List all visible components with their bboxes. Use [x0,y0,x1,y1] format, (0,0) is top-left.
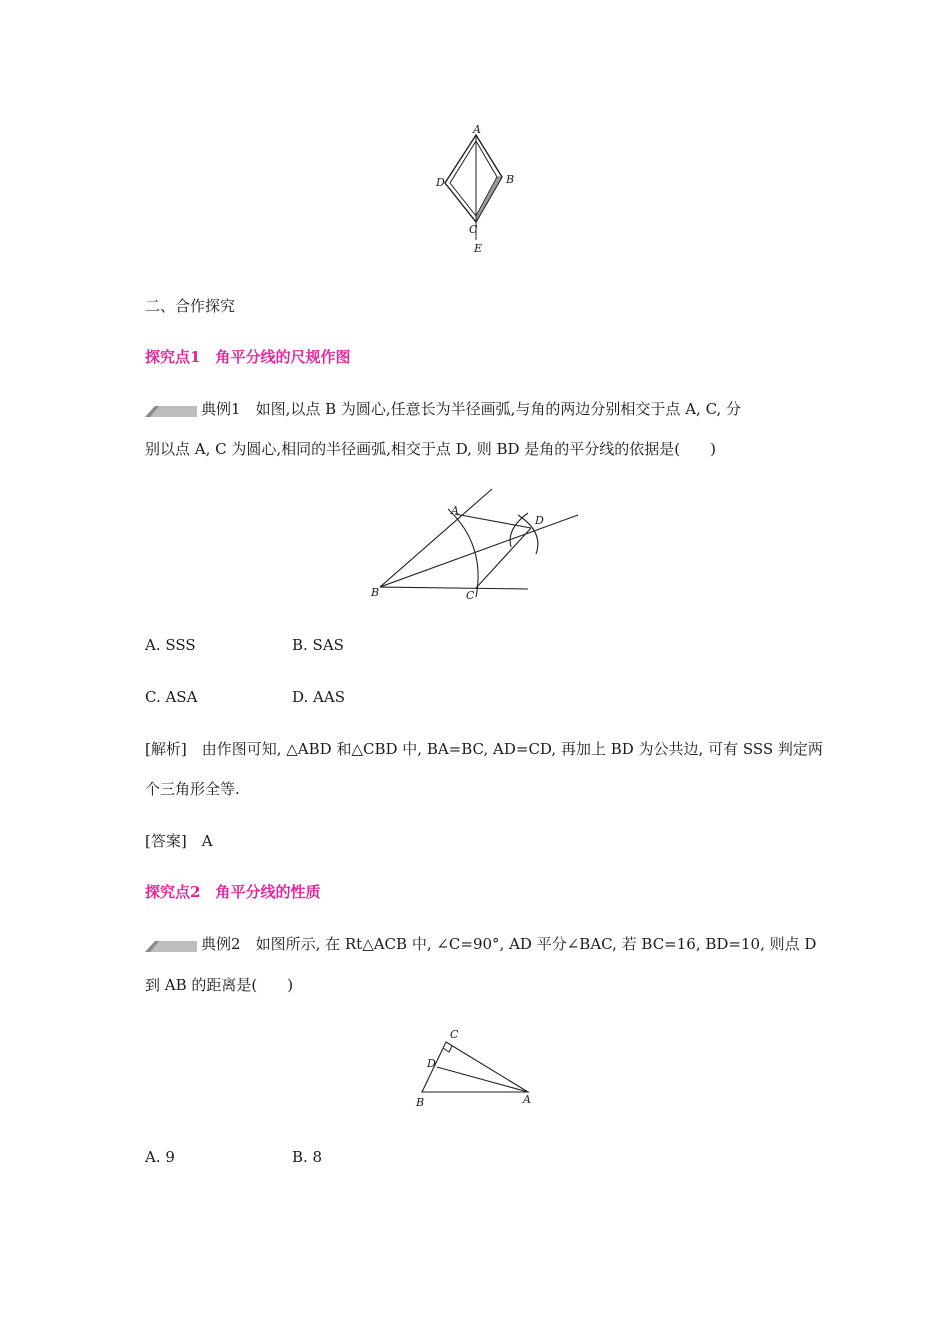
label-B: B [371,586,380,599]
example1-tag: 典例1 [201,400,241,418]
option-2B: B. 8 [292,1148,323,1166]
example2-text-line1: 如图所示, 在 Rt△ACB 中, ∠C=90°, AD 平分∠BAC, 若 BC=16, BD=10, 则点 D [255,935,817,953]
kite-figure [425,122,525,257]
label-A: A [523,1093,531,1106]
analysis-text-line1: 由作图可知, △ABD 和△CBD 中, BA=BC, AD=CD, 再加上 BD 为公共边, 可有 SSS 判定两 [201,740,823,758]
option-1A: A. SSS [145,636,196,654]
example1-text-line1: 如图,以点 B 为圆心,任意长为半径画弧,与角的两边分别相交于点 A, C, 分 [255,400,742,418]
label-E: E [474,242,483,255]
section-title: 二、合作探究 [145,297,236,315]
explore1-title: 探究点1 角平分线的尺规作图 [145,348,351,366]
analysis-line1 [145,739,823,759]
example2-tag: 典例2 [201,935,241,953]
label-A: A [451,504,459,517]
label-B: B [416,1096,425,1109]
example1-text-line2: 别以点 A, C 为圆心,相同的半径画弧,相交于点 D, 则 BD 是角的平分线的依据是( ) [145,440,717,458]
answer-label: [答案] [145,832,187,850]
label-A: A [473,123,481,136]
answer-value: A [201,832,213,850]
kite-outer [445,135,502,222]
explore2-title: 探究点2 角平分线的性质 [145,883,321,901]
option-1D: D. AAS [292,688,345,706]
option-1B: B. SAS [292,636,344,654]
kite-shade [476,177,502,222]
label-D: D [535,514,544,527]
label-C: C [450,1028,459,1041]
analysis-label: [解析] [145,740,187,758]
answer-line [145,831,213,851]
example-tag-icon [145,938,197,952]
example2-line1 [145,934,816,954]
bisector-figure [368,487,583,602]
right-triangle-figure [410,1024,540,1109]
example-tag-icon [145,403,197,417]
kite-inner [450,141,497,216]
example2-text-line2: 到 AB 的距离是( ) [145,976,294,994]
label-C: C [466,589,475,602]
option-1C: C. ASA [145,688,198,706]
label-C: C [469,223,478,236]
label-D: D [427,1057,436,1070]
label-B: B [506,173,515,186]
option-2A: A. 9 [145,1148,175,1166]
label-D: D [436,176,445,189]
example1-line1 [145,399,741,419]
analysis-text-line2: 个三角形全等. [145,780,240,798]
